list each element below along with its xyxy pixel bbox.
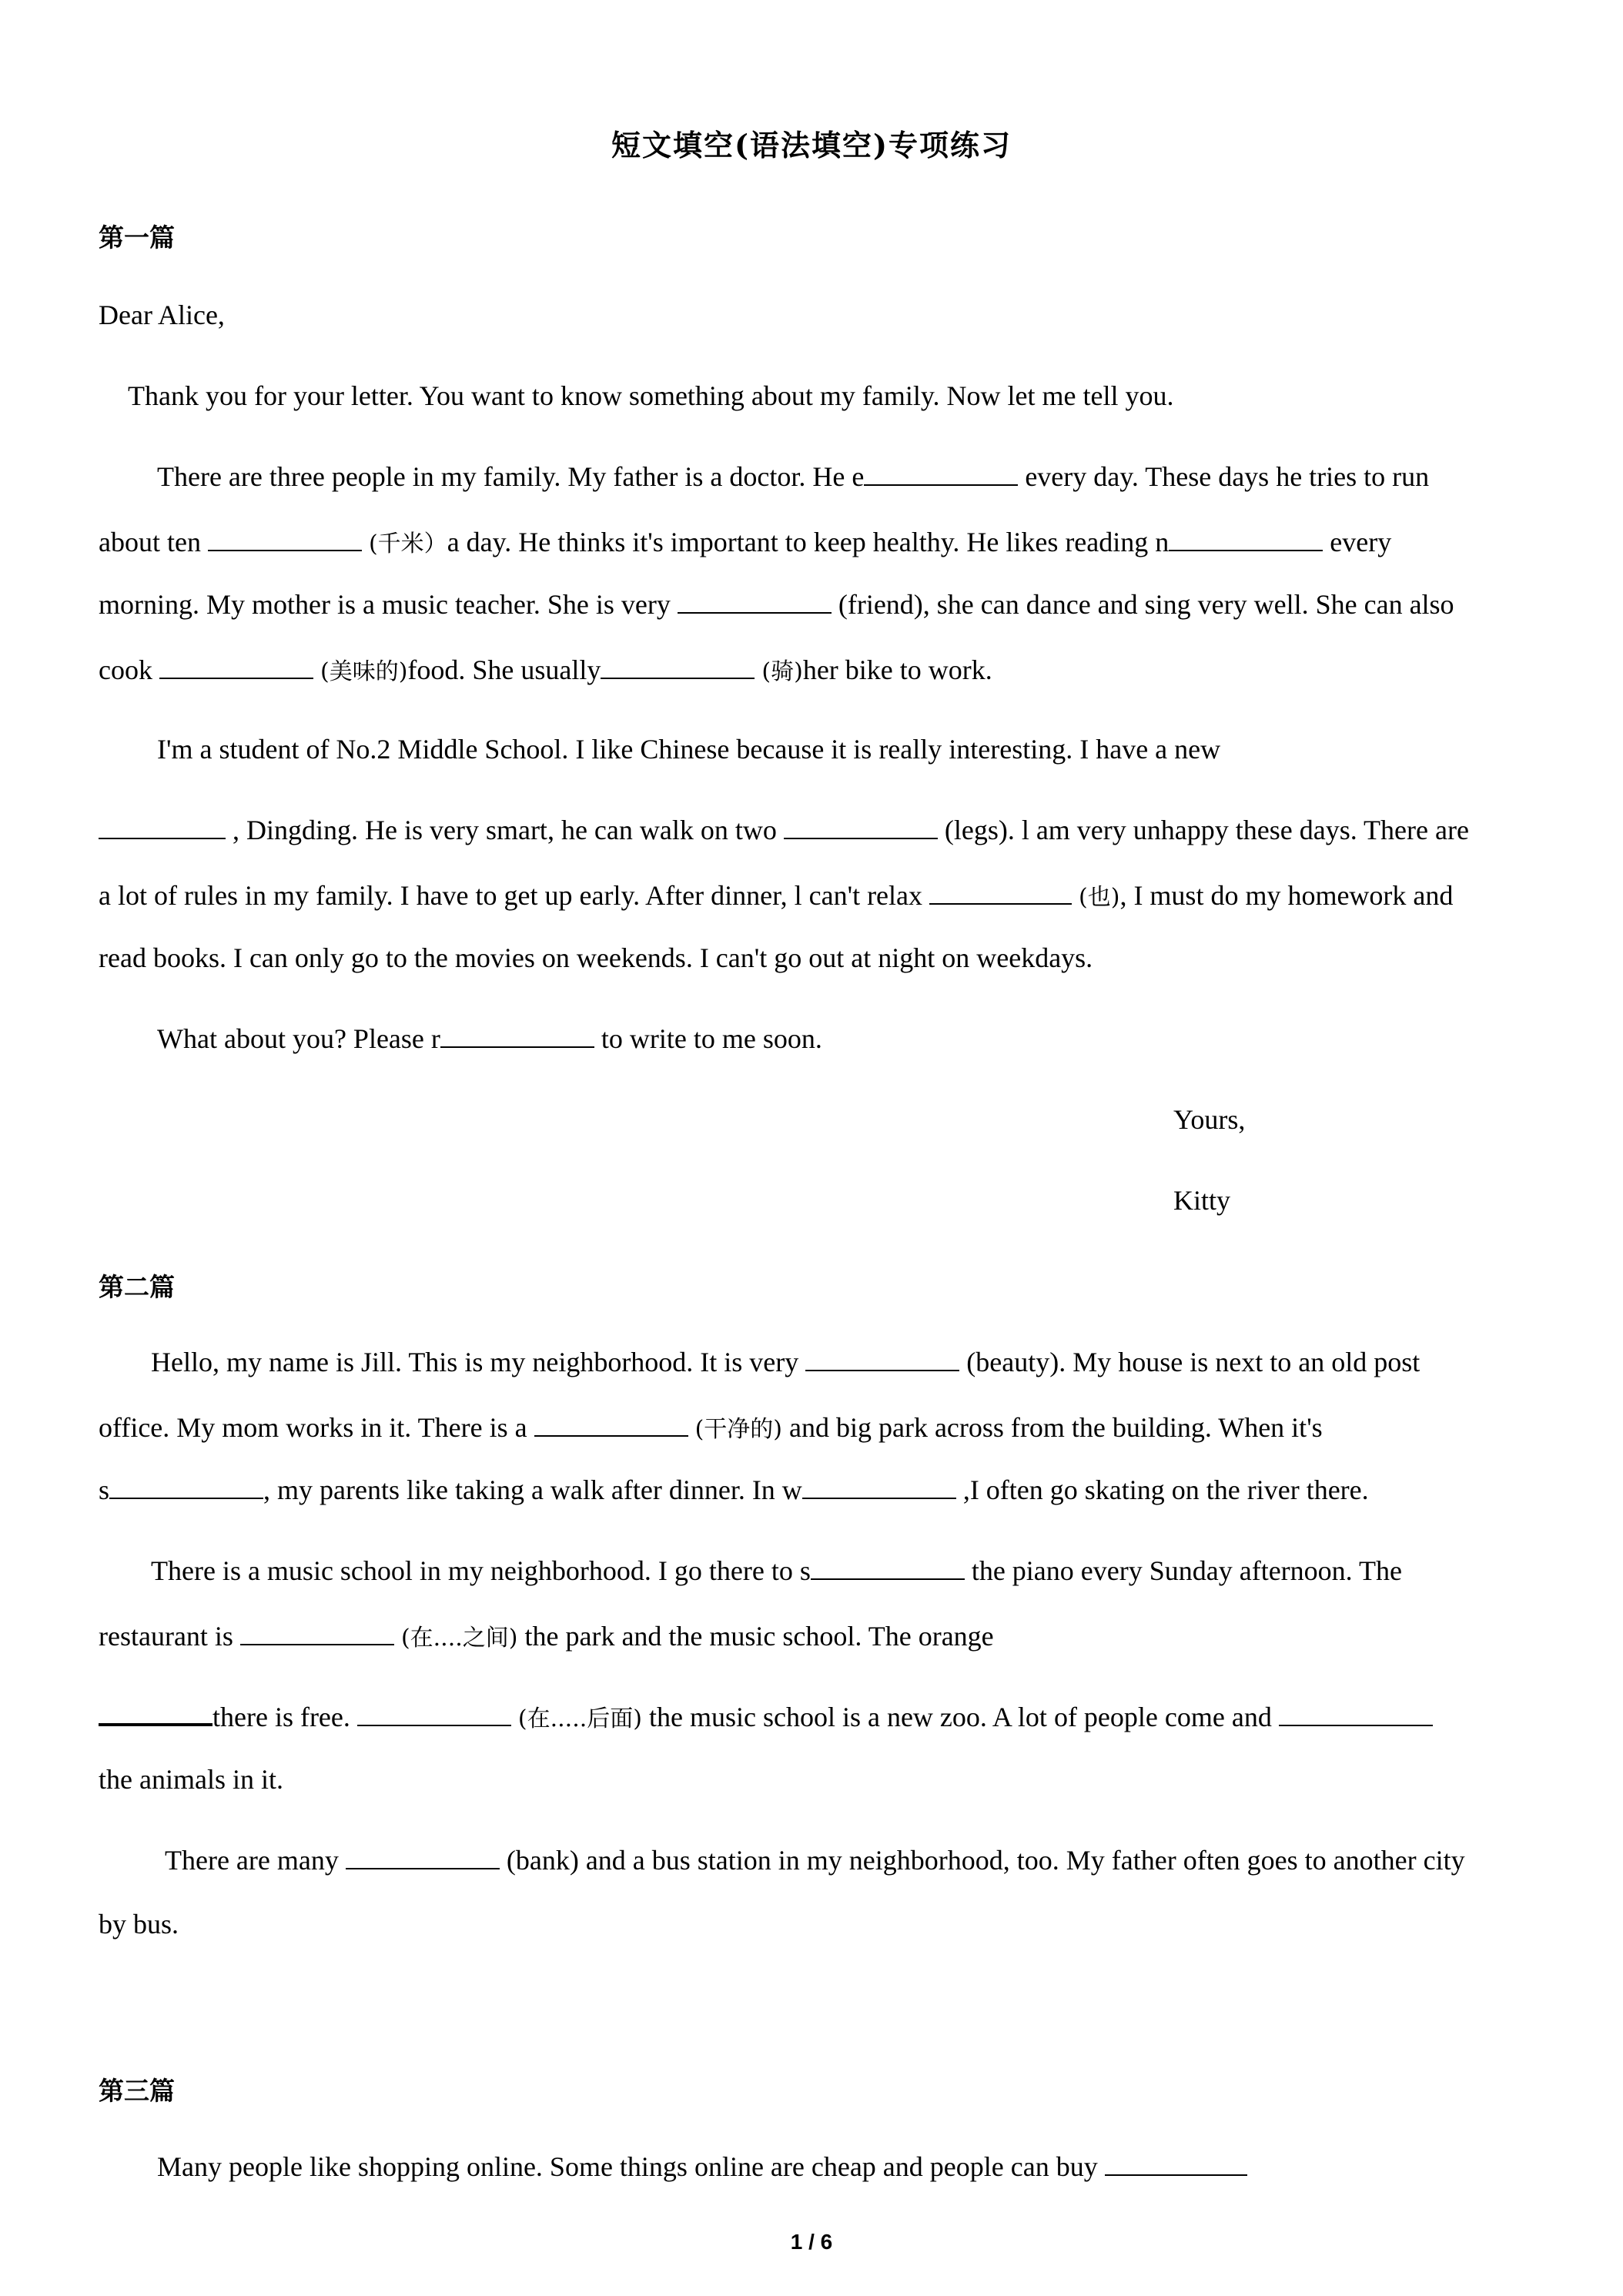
answer-blank[interactable] [534, 1412, 688, 1437]
passage-1-line: There are three people in my family. My father is a doctor. He e every day. These days he tries to run [157, 461, 1430, 492]
passage-2-line: by bus. [99, 1909, 179, 1940]
letter-closing: Yours, [1173, 1104, 1246, 1135]
answer-blank[interactable] [678, 589, 832, 614]
passage-2-line: There is a music school in my neighborhood. I go there to s the piano every Sunday afternoon. The [151, 1555, 1402, 1586]
passage-1-line: Thank you for your letter. You want to know something about my family. Now let me tell you. [128, 380, 1174, 411]
passage-3-line: Many people like shopping online. Some things online are cheap and people can buy [157, 2150, 1247, 2183]
answer-blank[interactable] [601, 654, 755, 679]
answer-blank[interactable] [929, 880, 1072, 905]
passage-1-line: morning. My mother is a music teacher. She is very (friend), she can dance and sing very well. She can also [99, 589, 1454, 620]
answer-blank[interactable] [784, 815, 938, 839]
passage-1-line: a lot of rules in my family. I have to get up early. After dinner, l can't relax (也), I must do my homework and [99, 880, 1454, 911]
answer-blank[interactable] [208, 527, 362, 551]
passage-1-line: , Dingding. He is very smart, he can walk on two (legs). l am very unhappy these days. There are [99, 814, 1469, 846]
passage-2-line: office. My mom works in it. There is a (干净的) and big park across from the building. When it's [99, 1412, 1323, 1443]
answer-blank[interactable] [811, 1555, 965, 1580]
passage-1-line: cook (美味的)food. She usually (骑)her bike to work. [99, 654, 992, 685]
passage-1-line: I'm a student of No.2 Middle School. I like Chinese because it is really interesting. I have a new [157, 734, 1221, 765]
answer-blank[interactable] [99, 815, 226, 839]
answer-blank[interactable] [357, 1702, 511, 1726]
passage-2-heading: 第二篇 [99, 1272, 175, 1302]
passage-2-line: restaurant is (在....之间) the park and the music school. The orange [99, 1621, 994, 1652]
answer-blank[interactable] [440, 1023, 594, 1048]
answer-blank[interactable] [1105, 2151, 1247, 2176]
passage-2-line: Hello, my name is Jill. This is my neighborhood. It is very (beauty). My house is next to an old post [151, 1347, 1421, 1377]
passage-2-line: There are many (bank) and a bus station in my neighborhood, too. My father often goes to another city [165, 1845, 1465, 1876]
passage-1-line: read books. I can only go to the movies on weekends. I can't go out at night on weekdays. [99, 942, 1093, 973]
answer-blank[interactable] [346, 1845, 500, 1869]
answer-blank[interactable] [99, 1700, 212, 1726]
answer-blank[interactable] [802, 1474, 956, 1499]
passage-2-line: there is free. (在.....后面) the music school is a new zoo. A lot of people come and [99, 1699, 1433, 1733]
passage-2-line: s , my parents like taking a walk after dinner. In w ,I often go skating on the river there. [99, 1474, 1369, 1505]
letter-signature: Kitty [1173, 1185, 1231, 1216]
answer-blank[interactable] [1169, 527, 1323, 551]
passage-1-line: What about you? Please r to write to me soon. [157, 1023, 822, 1054]
page-indicator: 1 / 6 [790, 2230, 833, 2254]
passage-1-line: about ten (千米）a day. He thinks it's important to keep healthy. He likes reading n every [99, 527, 1392, 557]
answer-blank[interactable] [109, 1474, 263, 1499]
passage-1-heading: 第一篇 [99, 223, 175, 253]
answer-blank[interactable] [159, 654, 313, 679]
answer-blank[interactable] [864, 461, 1018, 486]
passage-2-line: the animals in it. [99, 1764, 283, 1795]
answer-blank[interactable] [240, 1621, 394, 1645]
passage-1-line: Dear Alice, [99, 300, 225, 330]
document-title: 短文填空(语法填空)专项练习 [611, 128, 1012, 162]
passage-3-heading: 第三篇 [99, 2076, 175, 2106]
answer-blank[interactable] [805, 1347, 959, 1371]
answer-blank[interactable] [1279, 1702, 1433, 1726]
